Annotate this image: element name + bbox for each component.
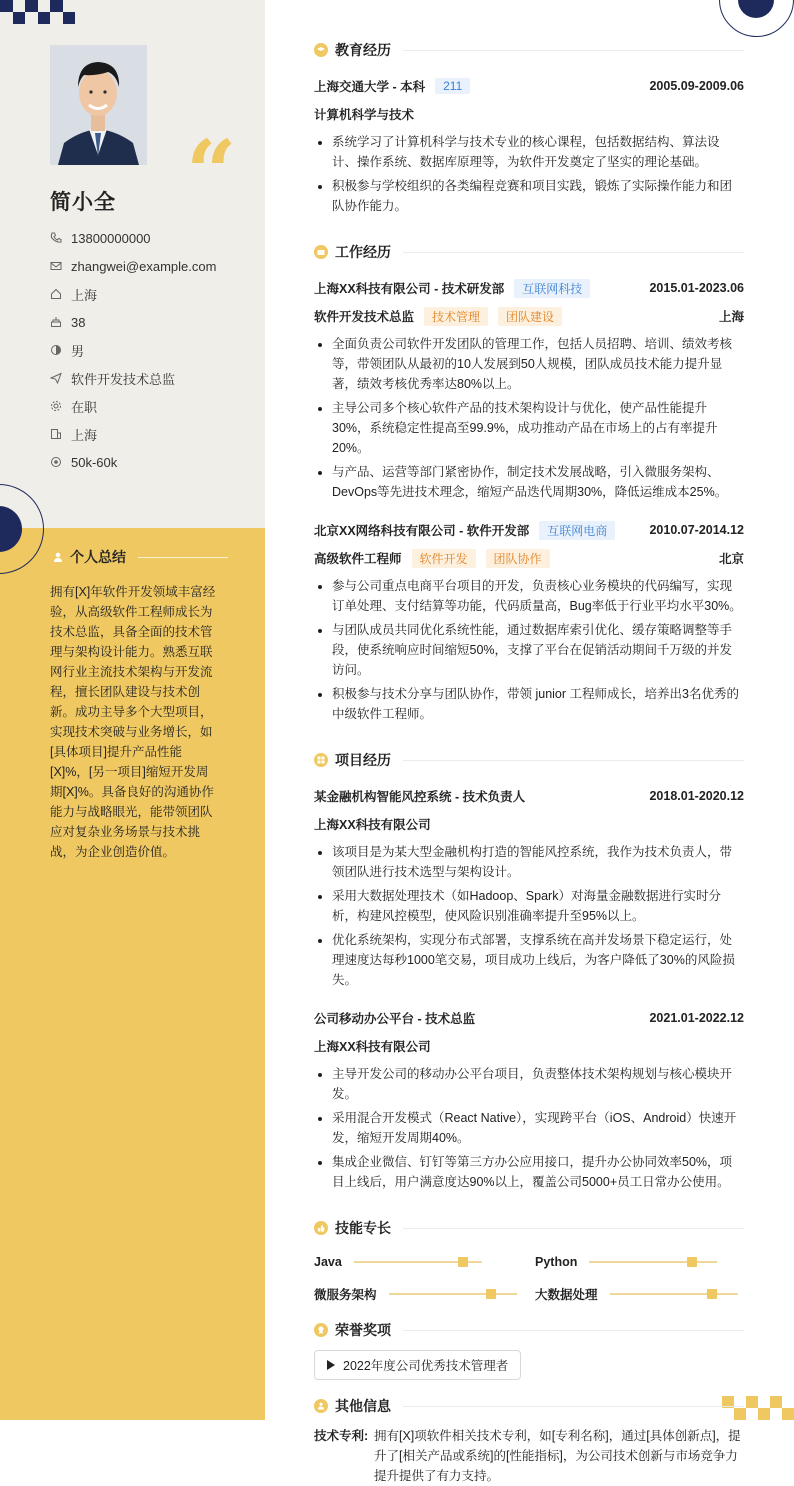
skill-name: 大数据处理 — [535, 1288, 598, 1302]
building-icon — [50, 428, 62, 440]
project-entry — [314, 1004, 744, 1192]
school-tag: 211 — [435, 78, 470, 94]
list-item: • 采用大数据处理技术（如Hadoop、Spark）对海量金融数据进行实时分析，构建风控模型，使风险识别准确率提升至95%以上。 — [332, 886, 744, 926]
project-name-row — [314, 782, 744, 810]
job-bullets — [314, 334, 744, 502]
info-phone — [50, 224, 216, 252]
awards-heading — [314, 1316, 744, 1344]
info-status — [50, 392, 216, 420]
skill-name: 微服务架构 — [314, 1288, 377, 1302]
job-industry-tag: 互联网科技 — [514, 279, 590, 298]
skill-bar — [354, 1261, 482, 1263]
skill-level-knob — [458, 1257, 468, 1267]
list-item: • 集成企业微信、钉钉等第三方办公应用接口，提升办公协同效率50%，项目上线后，用户满意度达90%以上，覆盖公司5000+员工日常办公使用。 — [332, 1152, 744, 1192]
position-text: 软件开发技术总监 — [71, 371, 176, 387]
award-item — [314, 1350, 521, 1380]
project-name-row — [314, 1004, 744, 1032]
skill-bar — [610, 1293, 738, 1295]
info-gender — [50, 336, 216, 364]
skill-item — [314, 1278, 535, 1310]
skills-heading — [314, 1214, 744, 1242]
education-divider — [403, 50, 744, 51]
education-major: 计算机科学与技术 — [314, 108, 415, 122]
info-age — [50, 308, 216, 336]
project-name: 公司移动办公平台 - 技术总监 — [314, 1012, 476, 1026]
skill-level-knob — [687, 1257, 697, 1267]
thumbs-up-icon — [314, 1221, 328, 1235]
quote-mark-icon: “ — [186, 120, 237, 224]
job-entry — [314, 274, 744, 502]
info-position — [50, 364, 216, 392]
list-item: • 与团队成员共同优化系统性能，通过数据库索引优化、缓存策略调整等手段，使系统响应时间缩短50%，支撑了平台在促销活动期间千万级的并发访问。 — [332, 620, 744, 680]
skill-name: Python — [535, 1255, 578, 1269]
avatar — [50, 45, 147, 165]
list-item: • 积极参与学校组织的各类编程竞赛和项目实践，锻炼了实际操作能力和团队协作能力。 — [332, 176, 744, 216]
other-title: 其他信息 — [335, 1398, 391, 1414]
award-icon — [314, 1323, 328, 1337]
list-item: • 该项目是为某大型金融机构打造的智能风控系统，我作为技术负责人，带领团队进行技术选型与架构设计。 — [332, 842, 744, 882]
list-item: • 主导开发公司的移动办公平台项目，负责整体技术架构规划与核心模块开发。 — [332, 1064, 744, 1104]
person-icon — [314, 1399, 328, 1413]
project-entry — [314, 782, 744, 990]
send-icon — [50, 372, 62, 384]
job-entry — [314, 516, 744, 724]
summary-title: 个人总结 — [70, 549, 126, 565]
salary-text: 50k-60k — [71, 454, 118, 470]
job-tag: 团队协作 — [486, 549, 550, 568]
skill-bar — [589, 1261, 717, 1263]
job-city: 上海 — [718, 310, 744, 324]
info-city — [50, 280, 216, 308]
skill-item — [535, 1246, 744, 1278]
contact-info-list — [50, 224, 216, 476]
gear-icon — [50, 400, 62, 412]
list-item: • 参与公司重点电商平台项目的开发，负责核心业务模块的代码编写，实现订单处理、支付结算等功能，代码质量高，Bug率低于行业平均水平30%。 — [332, 576, 744, 616]
other-divider — [403, 1406, 744, 1407]
gender-text: 男 — [71, 343, 85, 359]
other-label: 技术专利: — [314, 1429, 369, 1443]
job-bullets — [314, 576, 744, 724]
school-name: 上海交通大学 - 本科 — [314, 80, 426, 94]
grid-icon — [314, 753, 328, 767]
job-role: 高级软件工程师 — [314, 552, 402, 566]
project-company: 上海XX科技有限公司 — [314, 1040, 431, 1054]
project-name: 某金融机构智能风控系统 - 技术负责人 — [314, 790, 526, 804]
skill-level-knob — [707, 1289, 717, 1299]
checker-decoration-top — [0, 0, 75, 24]
triangle-icon — [327, 1360, 335, 1370]
briefcase-icon — [314, 245, 328, 259]
other-heading — [314, 1392, 744, 1420]
summary-text: 拥有[X]年软件开发领域丰富经验，从高级软件工程师成长为技术总监，具备全面的技术管理与架构设计能力。熟悉互联网行业主流技术架构与开发流程，擅长团队建设与技术创新。成功主导多个大型项目，实现技术突破与业务增长，如[具体项目]提升产品性能[X]%，[另一项目]缩短开发周期[X]%。具备良好的沟通协作能力与战略眼光，能带领团队应对复杂业务场景与技术挑战，为企业创造价值。 — [50, 585, 216, 859]
list-item: • 优化系统架构，实现分布式部署，支撑系统在高并发场景下稳定运行，处理速度达每秒1000笔交易，项目成功上线后，为客户降低了30%的风险损失。 — [332, 930, 744, 990]
awards-divider — [403, 1330, 744, 1331]
skill-item — [535, 1278, 744, 1310]
education-school-row — [314, 72, 744, 100]
project-date: 2021.01-2022.12 — [649, 1011, 744, 1025]
job-date: 2010.07-2014.12 — [649, 523, 744, 537]
job-role-row — [314, 302, 744, 330]
education-bullets — [314, 132, 744, 216]
summary-divider — [138, 557, 228, 558]
work-title: 工作经历 — [335, 244, 391, 260]
job-tag: 团队建设 — [498, 307, 562, 326]
other-text: 拥有[X]项软件相关技术专利，如[专利名称]，通过[具体创新点]，提升了[相关产品或系统]的[性能指标]，为公司技术创新与市场竞争力提升提供了有力支持。 — [374, 1429, 741, 1483]
other-info-row — [314, 1426, 744, 1486]
project-company-row — [314, 810, 744, 838]
job-company: 上海XX科技有限公司 - 技术研发部 — [314, 282, 505, 296]
user-icon — [52, 551, 64, 563]
info-salary — [50, 448, 216, 476]
info-email — [50, 252, 216, 280]
project-bullets — [314, 1064, 744, 1192]
skills-divider — [403, 1228, 744, 1229]
job-tag: 软件开发 — [412, 549, 476, 568]
list-item: • 全面负责公司软件开发团队的管理工作，包括人员招聘、培训、绩效考核等，带领团队从最初的10人发展到50人规模，团队成员技术能力提升显著，绩效考核优秀率达80%以上。 — [332, 334, 744, 394]
work-heading — [314, 238, 744, 266]
main-content — [314, 36, 744, 1486]
job-company-row — [314, 274, 744, 302]
city-text: 上海 — [71, 287, 98, 303]
list-item: • 与产品、运营等部门紧密协作，制定技术发展战略，引入微服务架构、DevOps等先进技术理念，缩短产品迭代周期30%，降低运维成本25%。 — [332, 462, 744, 502]
mail-icon — [50, 260, 62, 272]
phone-icon — [50, 232, 62, 244]
projects-title: 项目经历 — [335, 752, 391, 768]
gender-icon — [50, 344, 62, 356]
graduation-cap-icon — [314, 43, 328, 57]
project-bullets — [314, 842, 744, 990]
awards-title: 荣誉奖项 — [335, 1322, 391, 1338]
award-text: 2022年度公司优秀技术管理者 — [343, 1359, 509, 1373]
project-company: 上海XX科技有限公司 — [314, 818, 431, 832]
work-city-text: 上海 — [71, 427, 98, 443]
project-company-row — [314, 1032, 744, 1060]
status-text: 在职 — [71, 399, 98, 415]
education-title: 教育经历 — [335, 42, 391, 58]
summary-heading — [52, 547, 228, 567]
education-major-row — [314, 100, 744, 128]
project-date: 2018.01-2020.12 — [649, 789, 744, 803]
age-text: 38 — [71, 314, 86, 330]
skill-name: Java — [314, 1255, 342, 1269]
job-role: 软件开发技术总监 — [314, 310, 415, 324]
list-item: • 主导公司多个核心软件产品的技术架构设计与优化，使产品性能提升30%，系统稳定性提高至99.9%，成功推动产品在市场上的占有率提升20%。 — [332, 398, 744, 458]
phone-text: 13800000000 — [71, 230, 151, 246]
education-date: 2005.09-2009.06 — [649, 79, 744, 93]
list-item: • 积极参与技术分享与团队协作，带领 junior 工程师成长，培养出3名优秀的中级软件工程师。 — [332, 684, 744, 724]
skill-bar — [389, 1293, 517, 1295]
job-city: 北京 — [718, 552, 744, 566]
projects-divider — [403, 760, 744, 761]
job-industry-tag: 互联网电商 — [539, 521, 615, 540]
candidate-name: 简小全 — [50, 191, 116, 214]
cake-icon — [50, 316, 62, 328]
skill-item — [314, 1246, 535, 1278]
skills-title: 技能专长 — [335, 1220, 391, 1236]
list-item: • 系统学习了计算机科学与技术专业的核心课程，包括数据结构、算法设计、操作系统、数据库原理等，为软件开发奠定了坚实的理论基础。 — [332, 132, 744, 172]
education-heading — [314, 36, 744, 64]
email-text: zhangwei@example.com — [71, 258, 217, 274]
job-company-row — [314, 516, 744, 544]
coin-icon — [50, 456, 62, 468]
skills-grid — [314, 1246, 744, 1310]
home-icon — [50, 288, 62, 300]
info-work-city — [50, 420, 216, 448]
job-date: 2015.01-2023.06 — [649, 281, 744, 295]
job-role-row — [314, 544, 744, 572]
job-company: 北京XX网络科技有限公司 - 软件开发部 — [314, 524, 530, 538]
skill-level-knob — [486, 1289, 496, 1299]
list-item: • 采用混合开发模式（React Native），实现跨平台（iOS、Android）快速开发，缩短开发周期40%。 — [332, 1108, 744, 1148]
job-tag: 技术管理 — [424, 307, 488, 326]
projects-heading — [314, 746, 744, 774]
work-divider — [403, 252, 744, 253]
